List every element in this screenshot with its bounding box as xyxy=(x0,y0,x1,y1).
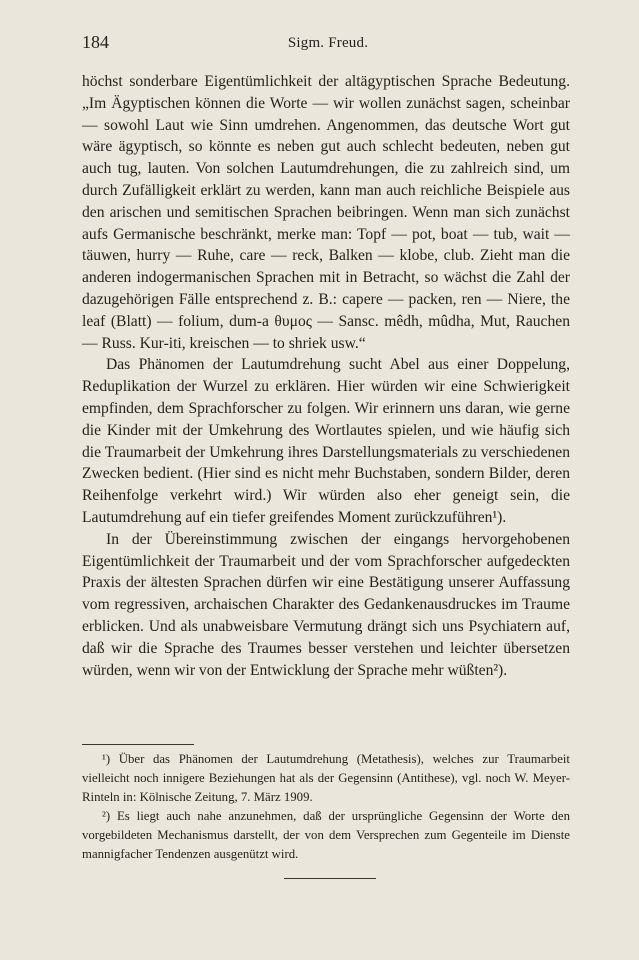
page-header xyxy=(82,32,574,56)
body-paragraph-1: höchst sonderbare Eigentümlichkeit der altägyptischen Sprache Bedeutung. „Im Ägyptischen können die Worte — wir wollen zunächst sagen, scheinbar — sowohl Laut wie Sinn umdrehen. Angenommen, das deutsche Wort gut wäre ägyptisch, so könnte es neben gut auch schlecht bedeuten, neben gut auch tug, lauten. Von solchen Lautumdrehungen, die zu zahlreich sind, um durch Zufälligkeit erklärt zu werden, kann man auch reichliche Beispiele aus den arischen und semitischen Sprachen beibringen. Wenn man sich zunächst aufs Germanische beschränkt, merke man: Topf — pot, boat — tub, wait — täuwen, hurry — Ruhe, care — reck, Balken — klobe, club. Zieht man die anderen indogermanischen Sprachen mit in Betracht, so wächst die Zahl der dazugehörigen Fälle entsprechend z. B.: capere — packen, ren — Niere, the leaf (Blatt) — folium, dum-a θυμος — Sansc. mêdh, mûdha, Mut, Rauchen — Russ. Kur-iti, kreischen — to shriek usw.“ xyxy=(82,73,570,352)
end-rule xyxy=(284,878,376,879)
footnote-1: ¹) Über das Phänomen der Lautumdrehung (Metathesis), welches zur Traumarbeit vielleicht noch innigere Beziehungen hat als der Gegensinn (Antithese), vgl. noch W. Meyer-Rinteln in: Kölnische Zeitung, 7. März 1909. xyxy=(82,752,570,804)
footnote-2: ²) Es liegt auch nahe anzunehmen, daß der ursprüngliche Gegensinn der Worte den vorgebildeten Mechanismus darstellt, der von dem Versprechen zum Gegenteile im Dienste mannigfacher Tendenzen ausgenützt wird. xyxy=(82,809,570,861)
running-head: Sigm. Freud. xyxy=(287,35,369,51)
main-text xyxy=(82,71,570,681)
footnotes xyxy=(82,750,570,864)
body-paragraph-3: In der Übereinstimmung zwischen der eingangs hervorgehobenen Eigentümlichkeit der Traumarbeit und der vom Sprachforscher aufgedeckten Praxis der ältesten Sprachen dürfen wir eine Bestätigung unserer Auffassung vom regressiven, archaischen Charakter des Gedankenausdruckes im Traume erblicken. Und als unabweisbare Vermutung drängt sich uns Psychiatern auf, daß wir die Sprache des Traumes besser verstehen und leichter übersetzen würden, wenn wir von der Entwicklung der Sprache mehr wüßten²). xyxy=(82,530,570,679)
body-paragraph-2: Das Phänomen der Lautumdrehung sucht Abel aus einer Doppelung, Reduplikation der Wurzel zu erklären. Hier würden wir eine Schwierigkeit empfinden, dem Sprachforscher zu folgen. Wir erinnern uns daran, wie gerne die Kinder mit der Umkehrung des Wortlautes spielen, und wie häufig sich die Traumarbeit der Umkehrung ihres Darstellungsmaterials zu verschiedenen Zwecken bedient. (Hier sind es nicht mehr Buchstaben, sondern Bilder, deren Reihenfolge verkehrt wird.) Wir würden also eher geneigt sein, die Lautumdrehung auf ein tiefer greifendes Moment zurückzuführen¹). xyxy=(82,356,570,526)
footnote-separator xyxy=(82,744,194,745)
page-number: 184 xyxy=(82,32,109,52)
